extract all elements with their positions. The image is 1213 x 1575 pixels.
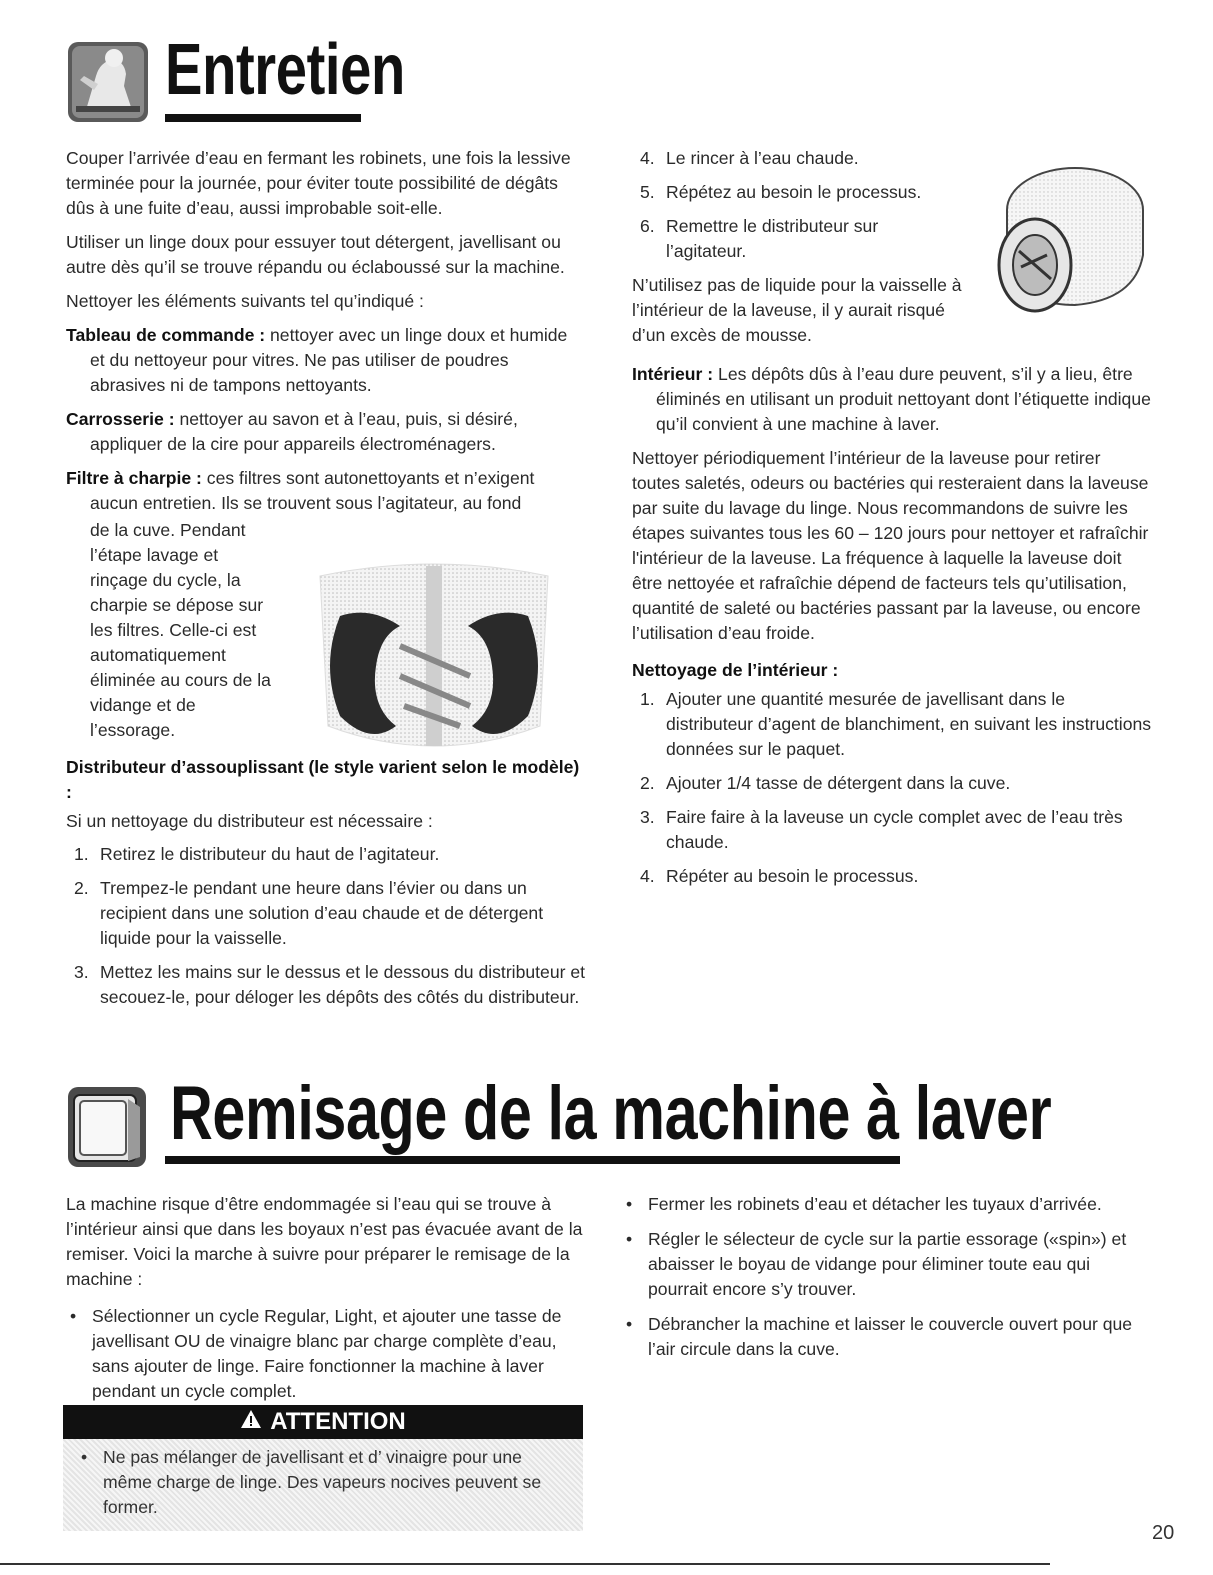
list-item: 1. Ajouter une quantité mesurée de javellisant dans le distributeur d’agent de blanchiment, en suivant les instructions données sur le paquet.: [640, 689, 1152, 759]
footer-divider: [0, 1563, 1050, 1565]
nettoyage-heading: Nettoyage de l’intérieur :: [632, 660, 839, 680]
filtre-a-charpie: Filtre à charpie : ces filtres sont autonettoyants et n’exigent aucun entretien. Ils se trouvent sous l’agitateur, au fond: [66, 468, 535, 513]
list-item: • Débrancher la machine et laisser le couvercle ouvert pour que l’air circule dans la cuve.: [626, 1314, 1133, 1359]
list-item: 4. Le rincer à l’eau chaude.: [640, 148, 859, 168]
text-line: les filtres. Celle-ci est: [90, 620, 257, 640]
right-column-remisage: [622, 1192, 1152, 1372]
text-line: l’étape lavage et: [90, 545, 219, 565]
paragraph: Utiliser un linge doux pour essuyer tout détergent, javellisant ou autre dès qu’il se trouve répandu ou éclaboussé sur la machine.: [66, 232, 565, 277]
paragraph: N’utilisez pas de liquide pour la vaisselle à l’intérieur de la laveuse, il y aurait risqué d’un excès de mousse.: [632, 275, 962, 345]
attention-header: [63, 1405, 583, 1439]
left-column-remisage: [66, 1192, 586, 1414]
washing-machine-icon: [66, 1085, 148, 1169]
text-line: de la cuve. Pendant: [90, 520, 246, 540]
paragraph: Si un nettoyage du distributeur est nécessaire :: [66, 811, 433, 831]
paragraph: Couper l’arrivée d’eau en fermant les robinets, une fois la lessive terminée pour la journée, pour éviter toute possibilité de dégâts dûs à une fuite d’eau, aussi improbable soit-elle.: [66, 148, 571, 218]
text-line: éliminée au cours de la: [90, 670, 271, 690]
list-item: • Fermer les robinets d’eau et détacher les tuyaux d’arrivée.: [626, 1194, 1102, 1214]
section-title-entretien: Entretien: [165, 30, 405, 110]
distributeur-steps: [66, 842, 586, 1010]
list-item: 3. Faire faire à la laveuse un cycle complet avec de l’eau très chaude.: [640, 807, 1123, 852]
list-item: 2. Ajouter 1/4 tasse de détergent dans la cuve.: [640, 773, 1011, 793]
list-item: 5. Répétez au besoin le processus.: [640, 182, 922, 202]
remisage-bullets-left: [66, 1304, 586, 1404]
text-line: automatiquement: [90, 645, 226, 665]
remisage-bullets-right: [622, 1192, 1152, 1362]
distributeur-heading: Distributeur d’assouplissant (le style varient selon le modèle) :: [66, 757, 580, 802]
list-item: • Régler le sélecteur de cycle sur la partie essorage («spin») et abaisser le boyau de vidange pour éliminer toute eau qui pourrait encore s’y trouver.: [626, 1229, 1127, 1299]
distributeur-steps-cont: [632, 146, 932, 264]
list-item: 1. Retirez le distributeur du haut de l’agitateur.: [74, 844, 440, 864]
text-line: l’essorage.: [90, 720, 176, 740]
title-underline: [165, 1156, 900, 1164]
dispenser-illustration: [975, 155, 1150, 325]
list-item: 3. Mettez les mains sur le dessus et le dessous du distributeur et secouez-le, pour déloger les dépôts des côtés du distributeur.: [74, 962, 586, 1007]
nettoyage-steps: [632, 687, 1152, 889]
list-item: • Ne pas mélanger de javellisant et d’ vinaigre pour une même charge de linge. Des vapeurs nocives peuvent se former.: [81, 1447, 542, 1517]
paragraph: Nettoyer les éléments suivants tel qu’indiqué :: [66, 291, 424, 311]
section-title-remisage: Remisage de la machine à laver: [170, 1071, 1052, 1156]
attention-box: [63, 1405, 583, 1531]
interieur: Intérieur : Les dépôts dûs à l’eau dure peuvent, s’il y a lieu, être éliminés en utilisant un produit nettoyant dont l’étiquette indique qu’il convient à une machine à laver.: [632, 364, 1151, 434]
paragraph: La machine risque d’être endommagée si l’eau qui se trouve à l’intérieur ainsi que dans les boyaux n’est pas évacuée avant de la remiser. Voici la marche à suivre pour préparer le remisage de la machine :: [66, 1194, 583, 1289]
warning-triangle-icon: [240, 1408, 262, 1436]
list-item: 4. Répéter au besoin le processus.: [640, 866, 919, 886]
title-underline: [165, 114, 361, 122]
text-line: vidange et de: [90, 695, 196, 715]
list-item: 2. Trempez-le pendant une heure dans l’évier ou dans un recipient dans une solution d’eau chaude et de détergent liquide pour la vaisselle.: [74, 878, 544, 948]
person-cleaning-icon: [66, 40, 150, 124]
page-number: 20: [1152, 1522, 1175, 1544]
attention-body: [63, 1439, 583, 1531]
attention-title: ATTENTION: [270, 1408, 406, 1435]
text-line: charpie se dépose sur: [90, 595, 264, 615]
paragraph: Nettoyer périodiquement l’intérieur de la laveuse pour retirer toutes saletés, odeurs ou bactéries qui resteraient dans la laveuse par suite du lavage du linge. Nous recommandons de suivre les étapes suivantes tous les 60 – 120 jours pour nettoyer et rafraîchir l'intérieur de la laveuse. La fréquence à laquelle la laveuse doit être nettoyée et rafraîchie dépend de facteurs tels qu’utilisation, quantité de saleté ou bactéries passant par la laveuse, ou encore l’utilisation d’eau froide.: [632, 448, 1149, 643]
tableau-de-commande: Tableau de commande : nettoyer avec un linge doux et humide et du nettoyeur pour vitres. Ne pas utiliser de poudres abrasives ni de tampons nettoyants.: [66, 325, 568, 395]
lint-filter-illustration: [300, 556, 568, 756]
text-line: rinçage du cycle, la: [90, 570, 241, 590]
list-item: 6. Remettre le distributeur sur l’agitateur.: [640, 216, 879, 261]
carrosserie: Carrosserie : nettoyer au savon et à l’eau, puis, si désiré, appliquer de la cire pour appareils électroménagers.: [66, 409, 518, 454]
list-item: • Sélectionner un cycle Regular, Light, et ajouter une tasse de javellisant OU de vinaigre blanc par charge complète d’eau, sans ajouter de linge. Faire fonctionner la machine à laver pendant un cycle complet.: [70, 1306, 562, 1401]
